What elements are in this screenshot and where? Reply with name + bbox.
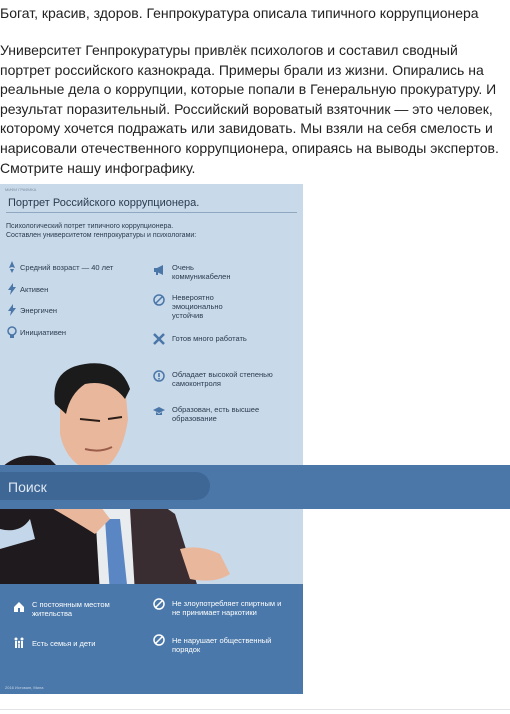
trait-energetic: Энергичен xyxy=(20,306,58,315)
bottom-divider xyxy=(0,709,510,710)
bottom-panel xyxy=(0,584,303,694)
post-title: Богат, красив, здоров. Генпрокуратура описала типичного коррупционера xyxy=(0,5,479,21)
no-public-disorder: Не нарушает общественный порядок xyxy=(172,636,272,654)
trait-active: Активен xyxy=(20,285,49,294)
trait-average-age: Средний возраст — 40 лет xyxy=(20,263,114,272)
forbidden-icon xyxy=(153,598,165,610)
trait-stable: Невероятно эмоционально устойчив xyxy=(172,293,223,320)
family-icon xyxy=(13,636,25,648)
has-family: Есть семья и дети xyxy=(32,639,96,648)
infographic-title: Портрет Российского коррупционера. xyxy=(8,197,200,209)
house-icon xyxy=(13,601,25,613)
forbidden-icon xyxy=(153,294,165,306)
lightning-icon xyxy=(6,304,18,316)
infographic xyxy=(0,184,303,694)
infographic-subtitle xyxy=(6,222,286,240)
search-bar xyxy=(0,465,510,509)
infographic-source: МИФИ ГРАФИКА xyxy=(5,187,37,192)
trait-self-control: Обладает высокой степенью самоконтроля xyxy=(172,370,273,388)
tools-icon xyxy=(153,333,165,345)
search-input[interactable] xyxy=(0,472,210,500)
trait-communicative: Очень коммуникабелен xyxy=(172,263,231,281)
no-alcohol-drugs: Не злоупотребляет спиртным и не принимает наркотики xyxy=(172,599,282,617)
subtitle-line-1: Психологический потрет типичного коррупционера. xyxy=(6,223,174,230)
infographic-copyright: 2016 Истомин, Мила xyxy=(5,685,44,690)
title-rule xyxy=(6,212,297,213)
subtitle-line-2: Составлен университетом генпрокуратуры и психологами: xyxy=(6,232,197,239)
permanent-residence: С постоянным местом жительства xyxy=(32,600,110,618)
rocket-icon xyxy=(6,261,18,273)
lightning-icon xyxy=(6,283,18,295)
forbidden-icon xyxy=(153,634,165,646)
megaphone-icon xyxy=(153,264,165,276)
trait-educated: Образован, есть высшее образование xyxy=(172,405,260,423)
lightbulb-icon xyxy=(6,326,18,338)
search-placeholder: Поиск xyxy=(8,479,47,495)
trait-hardworking: Готов много работать xyxy=(172,334,247,343)
post-body: Университет Генпрокуратуры привлёк психологов и составил сводный портрет российского казнокрада. Примеры брали из жизни. Опирались на реальные дела о коррупции, которые попали в Генеральную прокуратуру. И результат поразительный. Российский вороватый взяточник — это человек, которому хочется подражать или завидовать. Мы взяли на себя смелость и нарисовали отечественного коррупционера, опираясь на выводы экспертов. Смотрите нашу инфографику. xyxy=(0,42,499,176)
trait-initiative: Инициативен xyxy=(20,328,67,337)
